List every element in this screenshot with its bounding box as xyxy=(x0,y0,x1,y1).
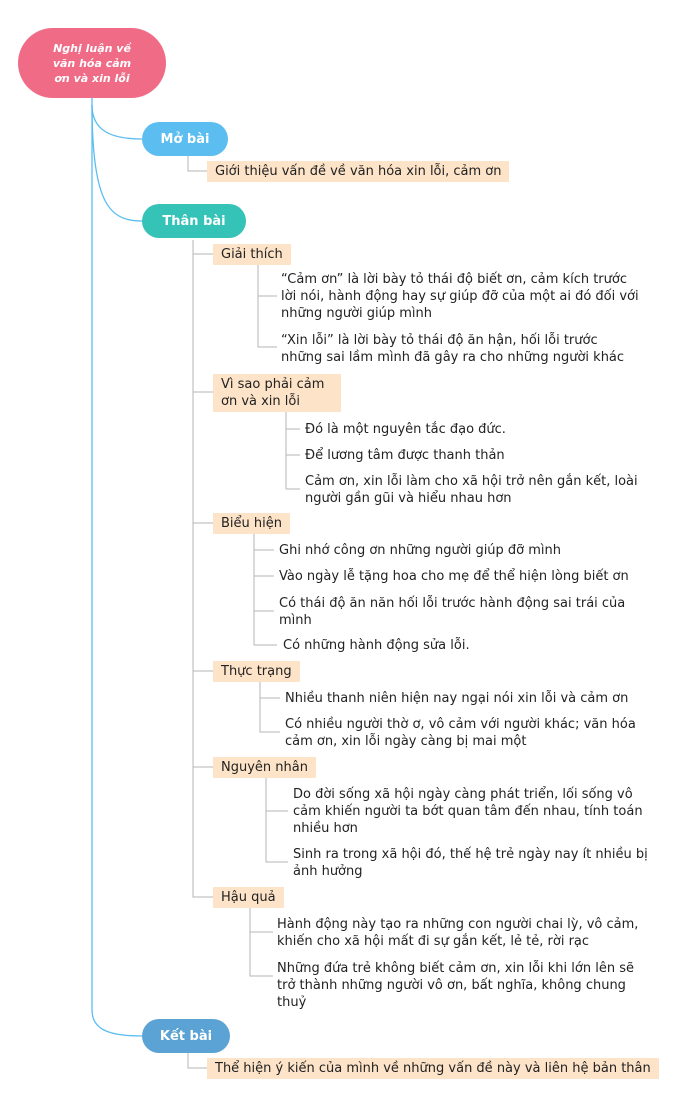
ket-bai-item: Thể hiện ý kiến của mình về những vấn đề này và liên hệ bản thân xyxy=(207,1058,659,1079)
nguyen-nhan-point: Sinh ra trong xã hội đó, thế hệ trẻ ngày nay ít nhiều bị ảnh hưởng xyxy=(293,847,648,879)
hau-qua-point: Hành động này tạo ra những con người chai lỳ, vô cảm, khiến cho xã hội mất đi sự gắn kết, lẻ tẻ, rời rạc xyxy=(277,917,639,949)
topic-nguyen-nhan: Nguyên nhân xyxy=(213,757,316,778)
root-topic: Nghị luận về văn hóa cảm ơn và xin lỗi xyxy=(18,28,166,98)
vi-sao-point: Cảm ơn, xin lỗi làm cho xã hội trở nên gắn kết, loài người gần gũi và hiểu nhau hơn xyxy=(305,474,638,506)
nguyen-nhan-point: Do đời sống xã hội ngày càng phát triển, lối sống vô cảm khiến người ta bớt quan tâm đến nhau, tính toán nhiều hơn xyxy=(293,787,643,836)
vi-sao-point: Đó là một nguyên tắc đạo đức. xyxy=(305,422,506,437)
section-ket-bai: Kết bài xyxy=(142,1019,230,1053)
mo-bai-item: Giới thiệu vấn đề về văn hóa xin lỗi, cảm ơn xyxy=(207,161,509,182)
bieu-hien-point: Ghi nhớ công ơn những người giúp đỡ mình xyxy=(279,543,562,558)
topic-vi-sao: Vì sao phải cảm ơn và xin lỗi xyxy=(213,374,341,412)
topic-giai-thich: Giải thích xyxy=(213,244,291,265)
bieu-hien-point: Vào ngày lễ tặng hoa cho mẹ để thể hiện lòng biết ơn xyxy=(279,569,629,584)
thuc-trang-point: Nhiều thanh niên hiện nay ngại nói xin lỗi và cảm ơn xyxy=(285,691,629,706)
section-than-bai: Thân bài xyxy=(142,204,246,238)
section-mo-bai: Mở bài xyxy=(142,122,228,156)
bieu-hien-point: Có những hành động sửa lỗi. xyxy=(283,638,470,653)
topic-bieu-hien: Biểu hiện xyxy=(213,513,290,534)
topic-hau-qua: Hậu quả xyxy=(213,887,284,908)
giai-thich-point: “Xin lỗi” là lời bày tỏ thái độ ăn hận, hối lỗi trước những sai lầm mình đã gây ra cho những người khác xyxy=(281,333,625,365)
bieu-hien-point: Có thái độ ăn năn hối lỗi trước hành động sai trái của mình xyxy=(279,596,626,628)
hau-qua-point: Những đứa trẻ không biết cảm ơn, xin lỗi khi lớn lên sẽ trở thành những người vô ơn, bất nghĩa, không chung thuỷ xyxy=(277,961,634,1010)
thuc-trang-point: Có nhiều người thờ ơ, vô cảm với người khác; văn hóa cảm ơn, xin lỗi ngày càng bị mai một xyxy=(285,717,636,749)
giai-thich-point: “Cảm ơn” là lời bày tỏ thái độ biết ơn, cảm kích trước lời nói, hành động hay sự giúp đỡ của một ai đó đối với những người giúp mình xyxy=(281,272,639,321)
vi-sao-point: Để lương tâm được thanh thản xyxy=(305,448,505,463)
topic-thuc-trang: Thực trạng xyxy=(213,661,300,682)
